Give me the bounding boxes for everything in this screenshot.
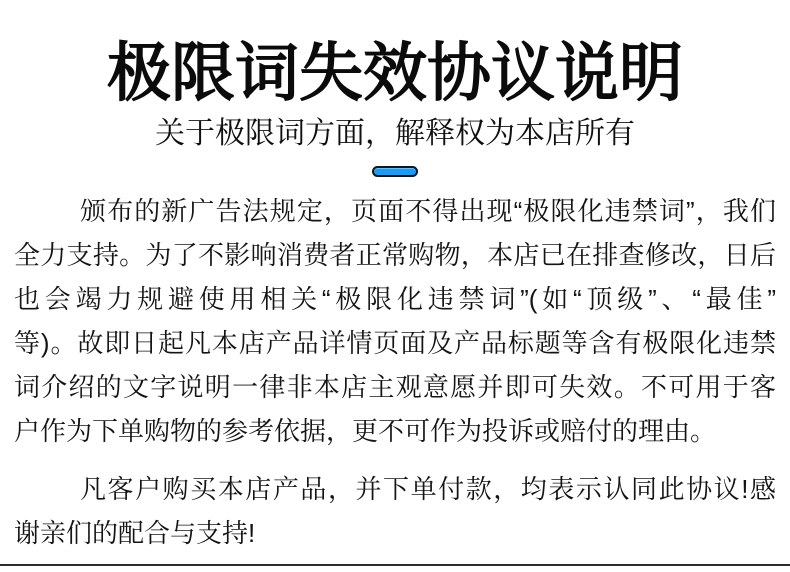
- paragraph-line: 也会竭力规避使用相关“极限化违禁词”(如“顶级”、“最佳”: [14, 284, 776, 314]
- page-subtitle: 关于极限词方面，解释权为本店所有: [155, 117, 635, 150]
- paragraph-agreement: [14, 467, 776, 555]
- page-title: 极限词失效协议说明: [107, 37, 683, 109]
- divider-dash: [372, 166, 418, 177]
- paragraph-line: 谢亲们的配合与支持!: [14, 518, 256, 548]
- paragraph-disclaimer: [14, 189, 776, 453]
- paragraph-line: 户作为下单购物的参考依据，更不可作为投诉或赔付的理由。: [14, 416, 717, 446]
- paragraph-line: 颁布的新广告法规定，页面不得出现“极限化违禁词”，我们: [80, 196, 776, 226]
- paragraph-line: 全力支持。为了不影响消费者正常购物，本店已在排查修改，日后: [14, 240, 776, 270]
- bottom-divider: [0, 564, 790, 566]
- paragraph-line: 凡客户购买本店产品，并下单付款，均表示认同此协议!感: [80, 474, 776, 504]
- paragraph-line: 词介绍的文字说明一律非本店主观意愿并即可失效。不可用于客: [14, 372, 776, 402]
- paragraph-line: 等)。故即日起凡本店产品详情页面及产品标题等含有极限化违禁: [14, 328, 776, 358]
